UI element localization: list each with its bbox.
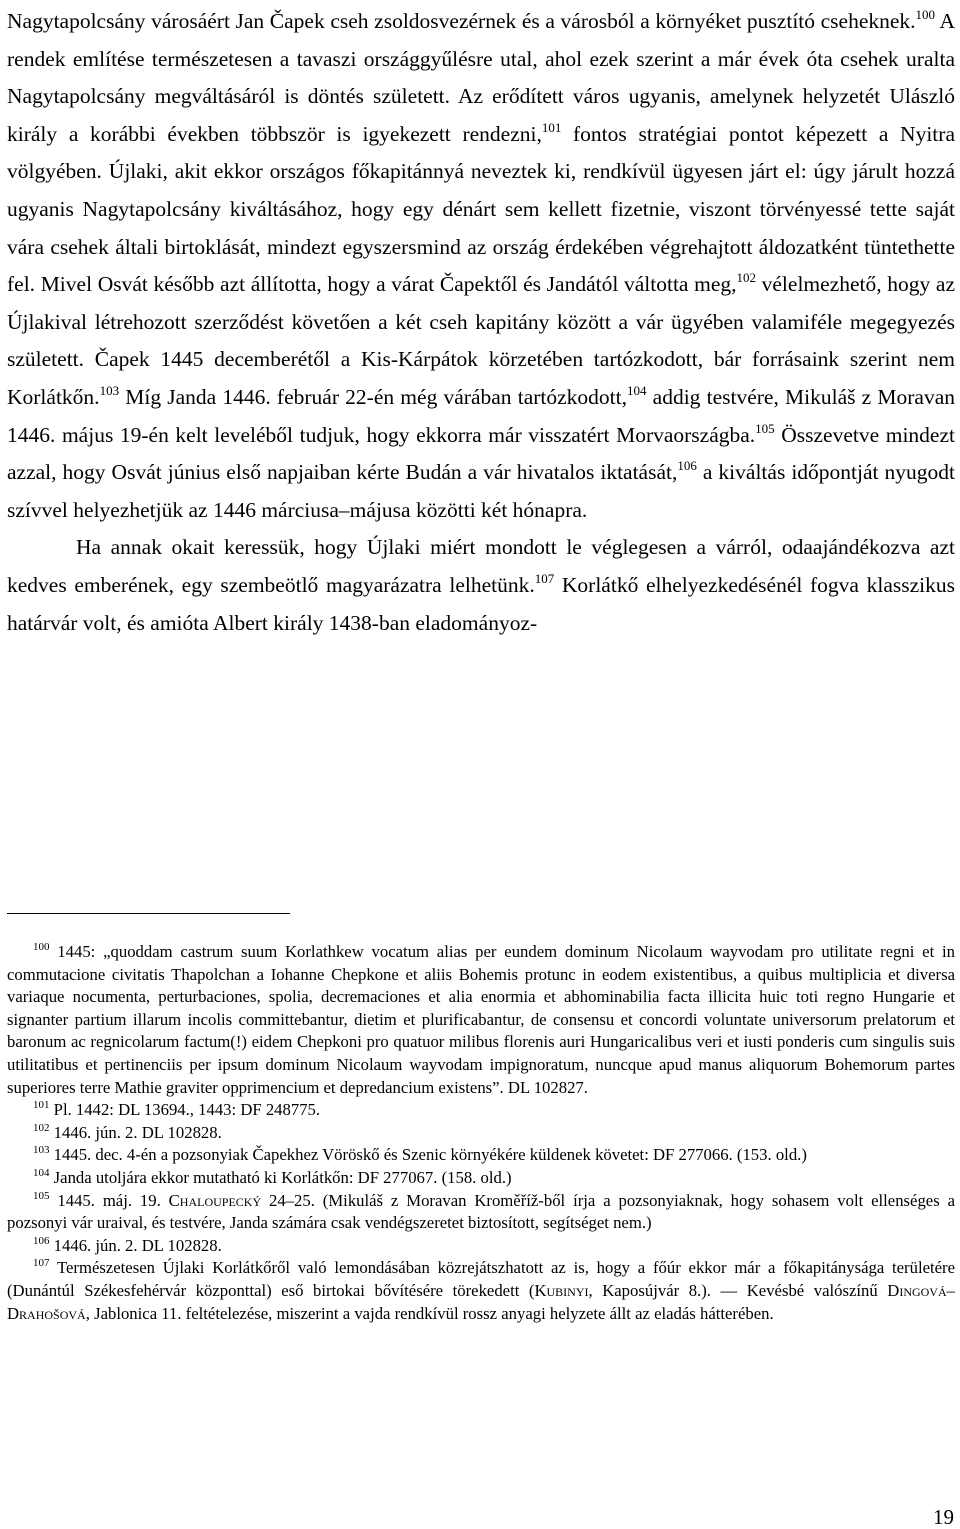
footnote-text: 1446. jún. 2. DL 102828.	[49, 1122, 222, 1142]
footnote-100	[7, 941, 955, 1099]
footnote-number: 106	[33, 1234, 50, 1247]
author-name: Kubinyi	[534, 1280, 589, 1300]
text-run: addig testvére, Mikuláš z Moravan 1446. május 19-én kelt leveléből tudjuk, hogy ekkorra már visszatért Morvaországba.	[7, 384, 955, 447]
author-name: Chaloupecký	[168, 1190, 262, 1210]
footnote-106	[7, 1235, 955, 1258]
footnote-number: 101	[33, 1099, 50, 1112]
footnote-number: 107	[33, 1257, 50, 1270]
footnote-ref-107[interactable]: 107	[534, 570, 555, 586]
text-run: Ha annak okait keressük, hogy Újlaki miért mondott le véglegesen a várról, odaajándékozva azt kedves emberének, egy szembeötlő magyarázatra lelhetünk.	[7, 535, 955, 597]
text-run: Nagytapolcsány városáért Jan Čapek cseh zsoldosvezérnek és a városból a környéket pusztító cseheknek.	[7, 9, 916, 33]
footnote-ref-106[interactable]: 106	[677, 458, 697, 474]
text-run: a kiváltás időpontját nyugodt szívvel helyezhetjük az 1446 márciusa–májusa közötti két hónapra.	[7, 460, 955, 522]
text-run: Korlátkő elhelyezkedésénél fogva klasszikus határvár volt, és amióta Albert király 1438-ban eladományoz-	[7, 572, 955, 635]
main-text	[7, 3, 955, 642]
footnote-text: 1446. jún. 2. DL 102828.	[49, 1235, 222, 1255]
footnote-ref-105[interactable]: 105	[755, 420, 775, 436]
text-run: Míg Janda 1446. február 22-én még várában tartózkodott,	[119, 384, 627, 409]
text-run: A rendek említése természetesen a tavaszi országgyűlésre utal, ahol ezek szerint a már évek óta csehek uralta Nagytapolcsány megváltásáról is döntés született. Az erődített város ugyanis, amelynek helyzetét Ulászló király a korábbi években többször is igyekezett rendezni,	[7, 9, 956, 146]
footnote-text: 1445: „quoddam castrum suum Korlathkew vocatum alias per eundem dominum Nicolaum wayvodam pro utilitate regni et in commutacione civitatis Thapolchan a Iohanne Chepkone et aliis Bohemis protunc in eodem existentibus, a quibus multiplicia et diversa variaque nocumenta, perturbaciones, spolia, decremaciones et alia enormia et abhominabilia facta illicita huic toti regno Hungarie et signanter partium illarum incolis committebantur, dietim et plurificabantur, de consensu et concordi voluntate universorum prelatorum et baronum ac regnicolarum factum(!) eidem Chepkoni pro quatuor milibus florenis auri Hungaricalibus veri et iusti ponderis cum singulis suis utilitatibus et pertinenciis per ipsum dominum Nicolaum wayvodam impignoratum, nuncque apud manus aliquorum Bohemorum partes superiores terre Mathie graviter opprimencium et depredancium existens”. DL 102827.	[7, 942, 955, 1097]
footnote-text: Pl. 1442: DL 13694., 1443: DF 248775.	[49, 1100, 321, 1120]
text-run: Összevetve mindezt azzal, hogy Osvát június első napjaiban kérte Budán a vár hivatalos iktatását,	[7, 422, 955, 485]
footnote-number: 102	[33, 1121, 50, 1134]
footnote-ref-103[interactable]: 103	[99, 382, 120, 398]
footnote-ref-101[interactable]: 101	[541, 119, 562, 135]
footnote-ref-104[interactable]: 104	[626, 382, 647, 398]
footnote-number: 105	[33, 1189, 50, 1202]
footnote-text: 24–25. (Mikuláš z Moravan Kroměříž-ből írja a pozsonyiaknak, hogy sohasem volt ellenséges a pozsonyi vár uraival, és testvére, Janda számára csak vendégszeretet biztosított, segítséget nem.)	[7, 1190, 955, 1233]
footnote-105	[7, 1190, 955, 1235]
text-run: fontos stratégiai pontot képezett a Nyitra völgyében. Újlaki, akit ekkor országos főkapitánnyá neveztek ki, rendkívül ügyesen járt el: úgy járult hozzá ugyanis Nagytapolcsány kiváltásához, hogy egy dénárt sem kellett fizetnie, viszont törvényessé tette saját vára csehek általi birtoklását, mindezt egyszersmind az ország érdekében végrehajtott áldozatként tüntethette fel. Mivel Osvát később azt állította, hogy a várat Čapektől és Jandától váltotta meg,	[7, 121, 955, 297]
footnote-ref-102[interactable]: 102	[736, 270, 756, 286]
footnote-text: Janda utoljára ekkor mutatható ki Korlátkőn: DF 277067. (158. old.)	[49, 1167, 512, 1187]
footnote-107	[7, 1257, 955, 1325]
text-run: vélelmezhető, hogy az Újlakival létrehozott szerződést követően a két cseh kapitány között a vár ügyében valamiféle megegyezés született. Čapek 1445 decemberétől a Kis-Kárpátok körzetében tartózkodott, bár forrásaink szerint nem Korlátkőn.	[7, 272, 955, 409]
author-name: Dingová–Drahošová	[7, 1280, 955, 1323]
footnote-104	[7, 1167, 955, 1190]
footnote-103	[7, 1144, 955, 1167]
footnote-text: 1445. máj. 19.	[49, 1190, 169, 1210]
footnote-text: Természetesen Újlaki Korlátkőről való lemondásában közrejátszhatott az is, hogy a főúr ekkor már a főkapitánysága területére (Dunántúl Székesfehérvár központtal) eső birtokai bővítésére törekedett (	[7, 1258, 955, 1300]
footnote-102	[7, 1122, 955, 1145]
footnote-separator	[7, 913, 290, 914]
page-number: 19	[933, 1505, 954, 1529]
footnote-101	[7, 1099, 955, 1122]
footnote-text: , Jablonica 11. feltételezése, miszerint a vajda rendkívül rossz anyagi helyzete állt az eladás hátterében.	[85, 1303, 774, 1323]
footnotes	[7, 941, 955, 1325]
footnote-text: 1445. dec. 4-én a pozsonyiak Čapekhez Vöröskő és Szenic környékére küldenek követet: DF 277066. (153. old.)	[49, 1145, 807, 1165]
footnote-number: 103	[33, 1144, 50, 1157]
footnote-number: 104	[33, 1166, 50, 1179]
paragraph-1	[7, 3, 955, 529]
footnote-number: 100	[33, 941, 50, 953]
footnote-text: , Kaposújvár 8.). — Kevésbé valószínű	[588, 1280, 888, 1300]
footnote-ref-100[interactable]: 100	[915, 7, 936, 22]
paragraph-2	[7, 529, 955, 642]
